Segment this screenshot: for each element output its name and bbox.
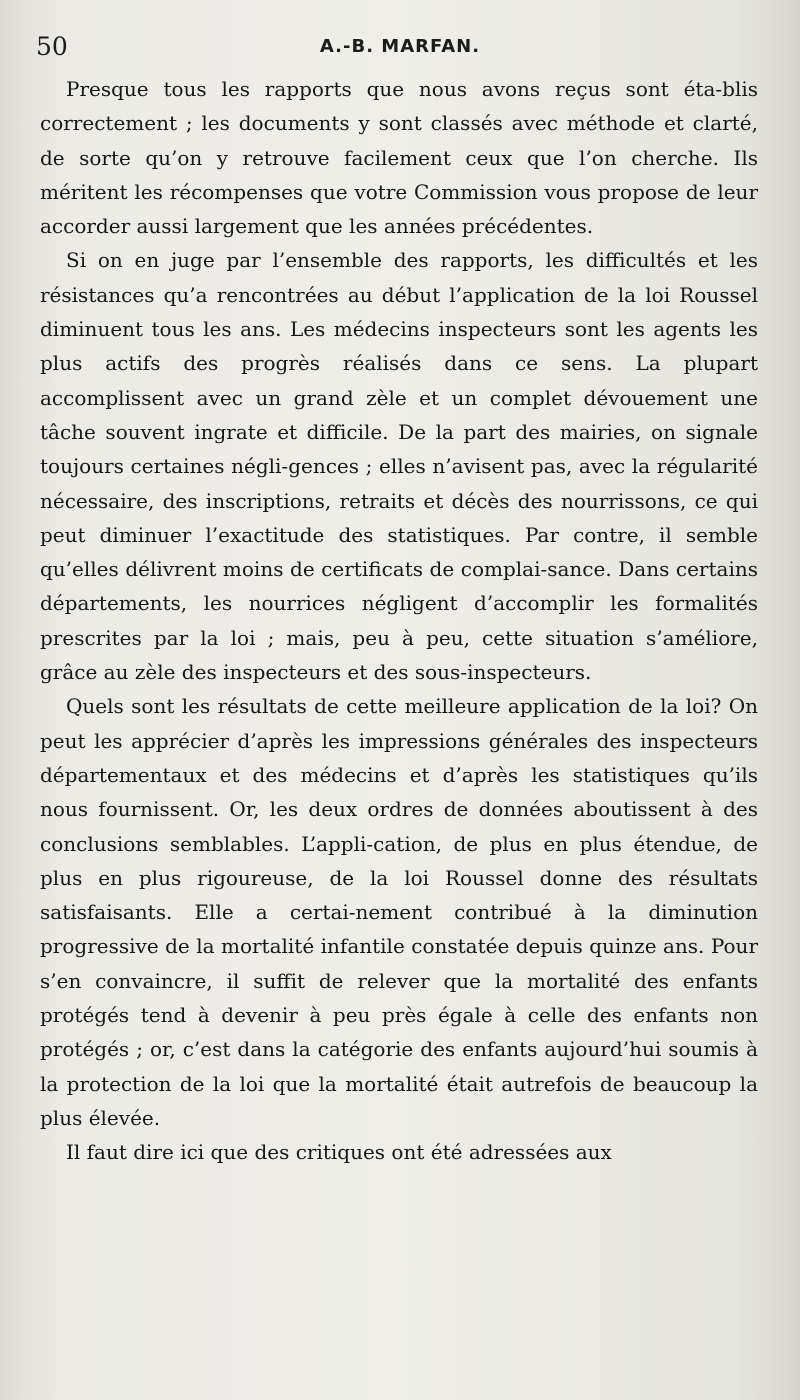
page-number: 50 — [36, 32, 68, 61]
running-head: A.-B. MARFAN. — [319, 36, 481, 57]
paragraph: Quels sont les résultats de cette meilleure application de la loi? On peut les apprécier d’après les impressions générales des inspecteurs départementaux et des médecins et d’après les statistiques qu’ils nous fournissent. Or, les deux ordres de données aboutissent à des conclusions semblables. L’appli-cation, de plus en plus étendue, de plus en plus rigoureuse, de la loi Roussel donne des résultats satisfaisants. Elle a certai-nement contribué à la diminution progressive de la mortalité infantile constatée depuis quinze ans. Pour s’en convaincre, il suffit de relever que la mortalité des enfants protégés tend à devenir à peu près égale à celle des enfants non protégés ; or, c’est dans la catégorie des enfants aujourd’hui soumis à la protection de la loi que la mortalité était autrefois de beaucoup la plus élevée. — [40, 694, 758, 1130]
paragraph: Il faut dire ici que des critiques ont été adressées aux — [66, 1140, 612, 1165]
page-header — [36, 32, 764, 72]
paragraph: Presque tous les rapports que nous avons reçus sont éta-blis correctement ; les documents y sont classés avec méthode et clarté, de sorte qu’on y retrouve facilement ceux que l’on cherche. Ils méritent les récompenses que votre Commission vous propose de leur accorder aussi largement que les années précédentes. — [40, 77, 758, 239]
paragraph: Si on en juge par l’ensemble des rapports, les difficultés et les résistances qu’a rencontrées au début l’application de la loi Roussel diminuent tous les ans. Les médecins inspecteurs sont les agents les plus actifs des progrès réalisés dans ce sens. La plupart accomplissent avec un grand zèle et un complet dévouement une tâche souvent ingrate et difficile. De la part des mairies, on signale toujours certaines négli-gences ; elles n’avisent pas, avec la régularité nécessaire, des inscriptions, retraits et décès des nourrissons, ce qui peut diminuer l’exactitude des statistiques. Par contre, il semble qu’elles délivrent moins de certificats de complai-sance. Dans certains départements, les nourrices négligent d’accomplir les formalités prescrites par la loi ; mais, peu à peu, cette situation s’améliore, grâce au zèle des inspecteurs et des sous-inspecteurs. — [40, 248, 758, 685]
body-text — [40, 72, 758, 1170]
